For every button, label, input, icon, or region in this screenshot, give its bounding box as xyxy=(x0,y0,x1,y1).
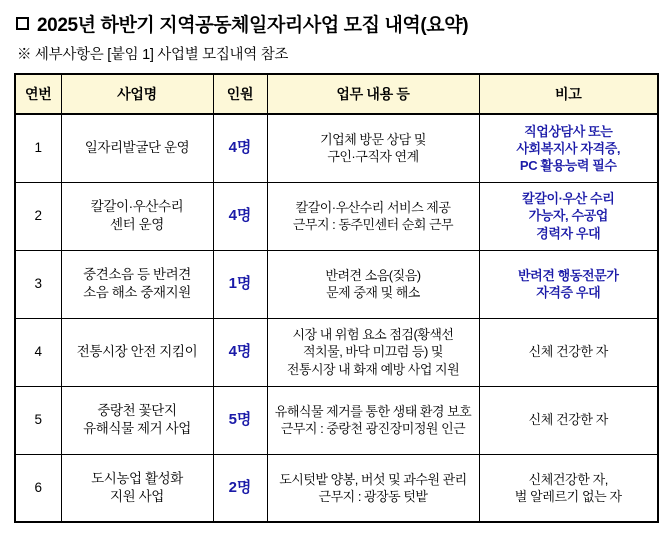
cell-desc xyxy=(267,454,479,522)
cell-desc-line: 문제 중재 및 해소 xyxy=(326,285,420,300)
cell-note-line: PC 활용능력 필수 xyxy=(519,157,617,173)
table-row xyxy=(15,454,658,522)
table-row xyxy=(15,114,658,182)
cell-desc-line: 시장 내 위험 요소 점검(황색선 xyxy=(292,327,454,343)
page-title xyxy=(16,10,657,37)
table-row xyxy=(15,386,658,454)
cell-no: 5 xyxy=(15,386,61,454)
cell-count: 5명 xyxy=(213,386,267,454)
cell-desc-line: 적치물, 바닥 미끄럼 등) 및 xyxy=(303,344,443,360)
page-subtitle: ※ 세부사항은 [붙임 1] 사업별 모집내역 참조 xyxy=(17,47,289,63)
cell-name-line: 중랑천 꽃단지 xyxy=(97,403,177,419)
column-header-name: 사업명 xyxy=(61,74,213,114)
cell-note-line: 반려견 행동전문가 xyxy=(518,267,619,283)
cell-note xyxy=(479,318,658,386)
cell-note-line: 직업상담사 또는 xyxy=(524,123,613,139)
cell-desc xyxy=(267,182,479,250)
cell-desc-line: 근무지 : 광장동 텃밭 xyxy=(318,488,428,504)
cell-no: 3 xyxy=(15,250,61,318)
cell-note xyxy=(479,114,658,182)
cell-no: 6 xyxy=(15,454,61,522)
cell-count: 4명 xyxy=(213,114,267,182)
cell-count: 4명 xyxy=(213,318,267,386)
cell-name xyxy=(61,250,213,318)
table-body xyxy=(15,114,658,522)
cell-name-line: 유해식물 제거 사업 xyxy=(83,421,191,436)
cell-desc xyxy=(267,114,479,182)
cell-count: 4명 xyxy=(213,182,267,250)
cell-note-line: 신체 건강한 자 xyxy=(528,344,608,360)
cell-name-line: 지원 사업 xyxy=(110,488,164,504)
cell-note xyxy=(479,386,658,454)
cell-desc-line: 칼갈이·우산수리 서비스 제공 xyxy=(295,199,451,215)
cell-note-line: 신체 건강한 자 xyxy=(528,412,608,428)
table-row xyxy=(15,318,658,386)
cell-no: 4 xyxy=(15,318,61,386)
cell-name xyxy=(61,114,213,182)
cell-desc-line: 전통시장 내 화재 예방 사업 지원 xyxy=(286,361,460,377)
cell-no: 2 xyxy=(15,182,61,250)
cell-name-line: 전통시장 안전 지킴이 xyxy=(76,344,198,360)
column-header-no: 연번 xyxy=(15,74,61,114)
table-header-row xyxy=(15,74,658,114)
cell-count: 2명 xyxy=(213,454,267,522)
column-header-desc: 업무 내용 등 xyxy=(267,74,479,114)
cell-name xyxy=(61,386,213,454)
column-header-note: 비고 xyxy=(479,74,658,114)
table-header xyxy=(15,74,658,114)
cell-note xyxy=(479,250,658,318)
cell-note xyxy=(479,182,658,250)
cell-note-line: 경력자 우대 xyxy=(536,225,601,241)
recruitment-table xyxy=(14,73,659,523)
cell-note-line: 자격증 우대 xyxy=(536,285,601,300)
cell-note xyxy=(479,454,658,522)
cell-name-line: 센터 운영 xyxy=(110,217,164,232)
cell-name xyxy=(61,454,213,522)
cell-desc xyxy=(267,250,479,318)
cell-desc-line: 기업체 방문 상담 및 xyxy=(320,132,426,148)
page-title-text: 2025년 하반기 지역공동체일자리사업 모집 내역(요약) xyxy=(37,15,469,36)
table-row xyxy=(15,250,658,318)
cell-name-line: 도시농업 활성화 xyxy=(91,470,183,486)
cell-desc-line: 유해식물 제거를 통한 생태 환경 보호 xyxy=(274,403,472,419)
cell-desc-line: 근무지 : 중랑천 광진장미정원 인근 xyxy=(280,421,466,436)
cell-note-line: 가능자, 수공업 xyxy=(528,208,608,224)
square-bullet-icon xyxy=(16,17,29,30)
cell-desc-line: 도시텃밭 양봉, 버섯 및 과수원 관리 xyxy=(279,471,467,487)
cell-note-line: 신체건강한 자, xyxy=(528,471,608,487)
cell-name xyxy=(61,182,213,250)
cell-note-line: 벌 알레르기 없는 자 xyxy=(514,488,622,504)
cell-name-line: 소음 해소 중재지원 xyxy=(83,285,191,300)
cell-desc-line: 구인·구직자 연계 xyxy=(327,149,419,165)
cell-name-line: 일자리발굴단 운영 xyxy=(84,140,190,156)
cell-desc-line: 근무지 : 동주민센터 순회 근무 xyxy=(292,217,454,232)
cell-count: 1명 xyxy=(213,250,267,318)
cell-note-line: 칼갈이·우산 수리 xyxy=(522,191,615,207)
cell-desc-line: 반려견 소음(짖음) xyxy=(325,267,421,283)
cell-name-line: 칼갈이·우산수리 xyxy=(90,199,184,215)
cell-note-line: 사회복지사 자격증, xyxy=(516,140,621,156)
cell-no: 1 xyxy=(15,114,61,182)
cell-name xyxy=(61,318,213,386)
cell-desc xyxy=(267,386,479,454)
table-row xyxy=(15,182,658,250)
column-header-count: 인원 xyxy=(213,74,267,114)
cell-name-line: 중견소음 등 반려견 xyxy=(83,267,191,283)
cell-desc xyxy=(267,318,479,386)
